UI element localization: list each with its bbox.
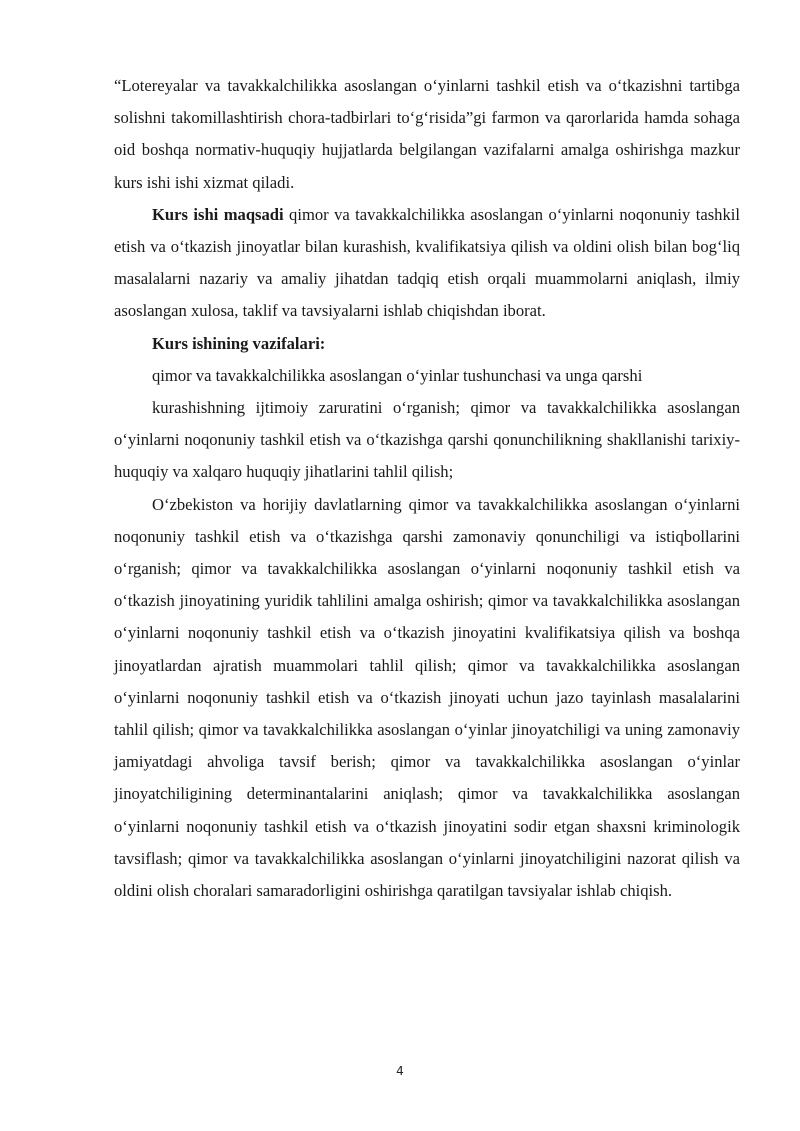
- paragraph-goal: [114, 199, 740, 328]
- paragraph-intro: “Lotereyalar va tavakkalchilikka asoslangan o‘yinlarni tashkil etish va o‘tkazishni tartibga solishni takomillashtirish chora-tadbirlari to‘g‘risida”gi farmon va qarorlarida hamda sohaga oid boshqa normativ-huquqiy hujjatlarda belgilangan vazifalarni amalga oshirishga mazkur kurs ishi ishi xizmat qiladi.: [114, 76, 740, 192]
- paragraph-task-3: O‘zbekiston va horijiy davlatlarning qimor va tavakkalchilikka asoslangan o‘yinlarni noqonuniy tashkil etish va o‘tkazishga qarshi zamonaviy qonunchiligi va istiqbollarini o‘rganish; qimor va tavakkalchilikka asoslangan o‘yinlarni noqonuniy tashkil etish va o‘tkazish jinoyatining yuridik tahlilini amalga oshirish; qimor va tavakkalchilikka asoslangan o‘yinlarni noqonuniy tashkil etish va o‘tkazish jinoyatini kvalifikatsiya qilish va boshqa jinoyatlardan ajratish muammolari tahlil qilish; qimor va tavakkalchilikka asoslangan o‘yinlarni noqonuniy tashkil etish va o‘tkazish jinoyati uchun jazo tayinlash masalalarini tahlil qilish; qimor va tavakkalchilikka asoslangan o‘yinlar jinoyatchiligi va uning zamonaviy jamiyatdagi ahvoliga tavsif berish; qimor va tavakkalchilikka asoslangan o‘yinlar jinoyatchiligining determinantalarini aniqlash; qimor va tavakkalchilikka asoslangan o‘yinlarni noqonuniy tashkil etish va o‘tkazish jinoyatini sodir etgan shaxsni kriminologik tavsiflash; qimor va tavakkalchilikka asoslangan o‘yinlarni jinoyatchiligini nazorat qilish va oldini olish choralari samaradorligini oshirishga qaratilgan tavsiyalar ishlab chiqish.: [114, 494, 740, 901]
- paragraph-task-1: qimor va tavakkalchilikka asoslangan o‘yinlar tushunchasi va unga qarshi: [152, 365, 643, 385]
- goal-text: qimor va tavakkalchilikka asoslangan o‘yinlarni noqonuniy tashkil etish va o‘tkazish jinoyatlar bilan kurashish, kvalifikatsiya qilish va oldini olish bilan bog‘liq masalalarni nazariy va amaliy jihatdan tadqiq etish orqali muammolarni aniqlash, ilmiy asoslangan xulosa, taklif va tavsiyalarni ishlab chiqishdan iborat.: [114, 204, 740, 321]
- document-page: [114, 70, 740, 907]
- goal-label: Kurs ishi maqsadi: [152, 204, 284, 224]
- paragraph-task-2: kurashishning ijtimoiy zaruratini o‘rganish; qimor va tavakkalchilikka asoslangan o‘yinlarni noqonuniy tashkil etish va o‘tkazishga qarshi qonunchilikning shakllanishi tarixiy-huquqiy va xalqaro huquqiy jihatlarini tahlil qilish;: [114, 398, 740, 482]
- page-number: 4: [396, 1064, 404, 1078]
- tasks-heading: Kurs ishining vazifalari:: [152, 333, 326, 353]
